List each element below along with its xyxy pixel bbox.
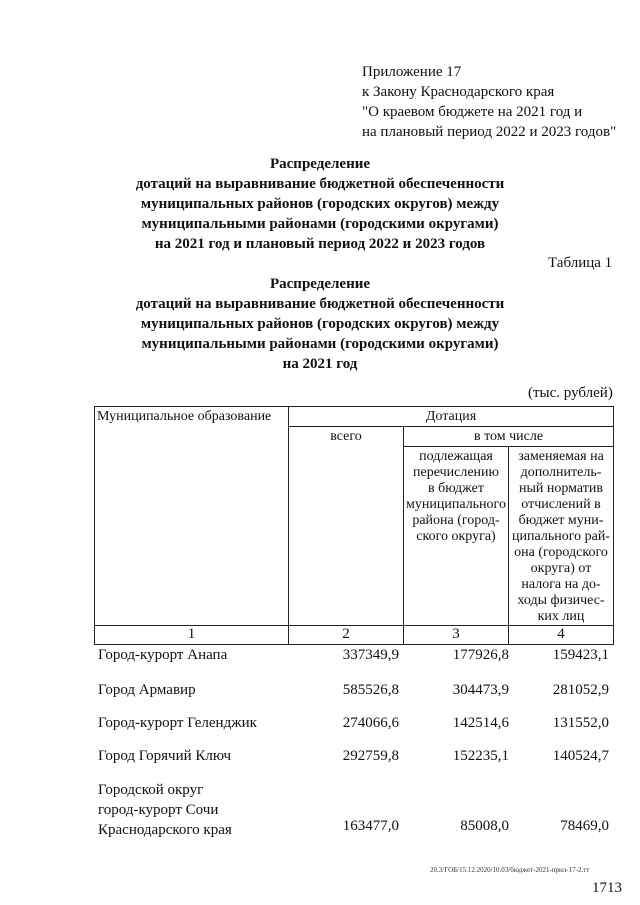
row-total: 585526,8 xyxy=(342,682,399,698)
page-number: 1713 xyxy=(592,880,622,896)
header-transfer-line: района (город- xyxy=(412,513,500,528)
row-replaced: 281052,9 xyxy=(552,682,609,698)
row-total: 337349,9 xyxy=(342,647,399,663)
row-transfer: 85008,0 xyxy=(460,818,509,834)
column-number: 4 xyxy=(509,626,614,645)
units-label: (тыс. рублей) xyxy=(528,385,613,401)
row-name-line: Городской округ xyxy=(98,782,204,798)
header-transfer-line: в бюджет xyxy=(428,481,484,496)
header-transfer-line: подлежащая xyxy=(419,449,493,464)
header-replaced-line: дополнитель- xyxy=(520,465,602,480)
row-name-line: Город Армавир xyxy=(98,682,196,698)
header-transfer-line: муниципального xyxy=(406,497,506,512)
appendix-line: "О краевом бюджете на 2021 год и xyxy=(362,104,583,120)
footer-code: 20.3/ГОБ/15.12.2020/10.03/бюджет-2021-прил-17-2.тт xyxy=(430,866,590,874)
table-title-line: муниципальных районов (городских округов) между xyxy=(140,316,500,332)
appendix-line: на плановый период 2022 и 2023 годов" xyxy=(362,124,617,140)
header-replaced-line: она (городского xyxy=(514,545,608,560)
table-title-line: дотаций на выравнивание бюджетной обеспеченности xyxy=(135,296,505,312)
table-label: Таблица 1 xyxy=(548,255,613,271)
row-name-line: Город Горячий Ключ xyxy=(98,748,232,764)
row-name xyxy=(98,780,232,840)
header-replaced-line: бюджет муни- xyxy=(518,513,604,528)
row-transfer: 152235,1 xyxy=(452,748,509,764)
header-replaced-line: ципального рай- xyxy=(512,529,610,544)
row-transfer: 304473,9 xyxy=(452,682,509,698)
table-title-line: на 2021 год xyxy=(282,356,358,372)
header-replaced-line: ких лиц xyxy=(537,609,585,624)
header-including: в том числе xyxy=(404,427,614,447)
main-title-line: на 2021 год и плановый период 2022 и 2023 годов xyxy=(154,236,486,252)
header-replaced-line: округа) от xyxy=(530,561,592,576)
header-replaced-line: заменяемая на xyxy=(518,449,604,464)
header-replaced-line: налога на до- xyxy=(521,577,601,592)
main-title-line: дотаций на выравнивание бюджетной обеспеченности xyxy=(135,176,505,192)
row-transfer: 142514,6 xyxy=(452,715,509,731)
column-number: 3 xyxy=(404,626,509,645)
row-name-line: город-курорт Сочи xyxy=(98,802,219,818)
table-title-line: муниципальными районами (городскими округами) xyxy=(141,336,499,352)
main-title-line: муниципальными районами (городскими округами) xyxy=(141,216,499,232)
row-replaced: 140524,7 xyxy=(552,748,609,764)
header-replaced-line: ходы физичес- xyxy=(517,593,605,608)
header-replaced-line: отчислений в xyxy=(521,497,601,512)
row-replaced: 159423,1 xyxy=(552,647,609,663)
header-subsidy: Дотация xyxy=(289,407,614,427)
header-transfer xyxy=(404,447,509,626)
row-total: 274066,6 xyxy=(342,715,399,731)
header-municipality: Муниципальное образование xyxy=(95,407,289,626)
table-title xyxy=(0,274,640,374)
row-name xyxy=(98,713,257,733)
header-transfer-line: ского округа) xyxy=(416,529,496,544)
header-replaced xyxy=(509,447,614,626)
main-title-line: муниципальных районов (городских округов) между xyxy=(140,196,500,212)
row-replaced: 131552,0 xyxy=(552,715,609,731)
row-name xyxy=(98,680,196,700)
header-total: всего xyxy=(289,427,404,626)
row-name-line: Город-курорт Геленджик xyxy=(98,715,257,731)
main-title xyxy=(0,154,640,254)
row-total: 163477,0 xyxy=(342,818,399,834)
row-total: 292759,8 xyxy=(342,748,399,764)
header-transfer-line: перечислению xyxy=(413,465,499,480)
column-number: 2 xyxy=(289,626,404,645)
column-number: 1 xyxy=(95,626,289,645)
row-transfer: 177926,8 xyxy=(452,647,509,663)
row-replaced: 78469,0 xyxy=(560,818,609,834)
row-name-line: Краснодарского края xyxy=(98,822,232,838)
row-name xyxy=(98,746,231,766)
table-header xyxy=(94,406,614,645)
header-replaced-line: ный норматив xyxy=(519,481,604,496)
row-name-line: Город-курорт Анапа xyxy=(98,647,228,663)
main-title-line: Распределение xyxy=(269,156,371,172)
row-name xyxy=(98,645,227,665)
appendix-header xyxy=(362,62,616,142)
appendix-line: Приложение 17 xyxy=(362,64,462,80)
table-title-line: Распределение xyxy=(269,276,371,292)
appendix-line: к Закону Краснодарского края xyxy=(362,84,555,100)
